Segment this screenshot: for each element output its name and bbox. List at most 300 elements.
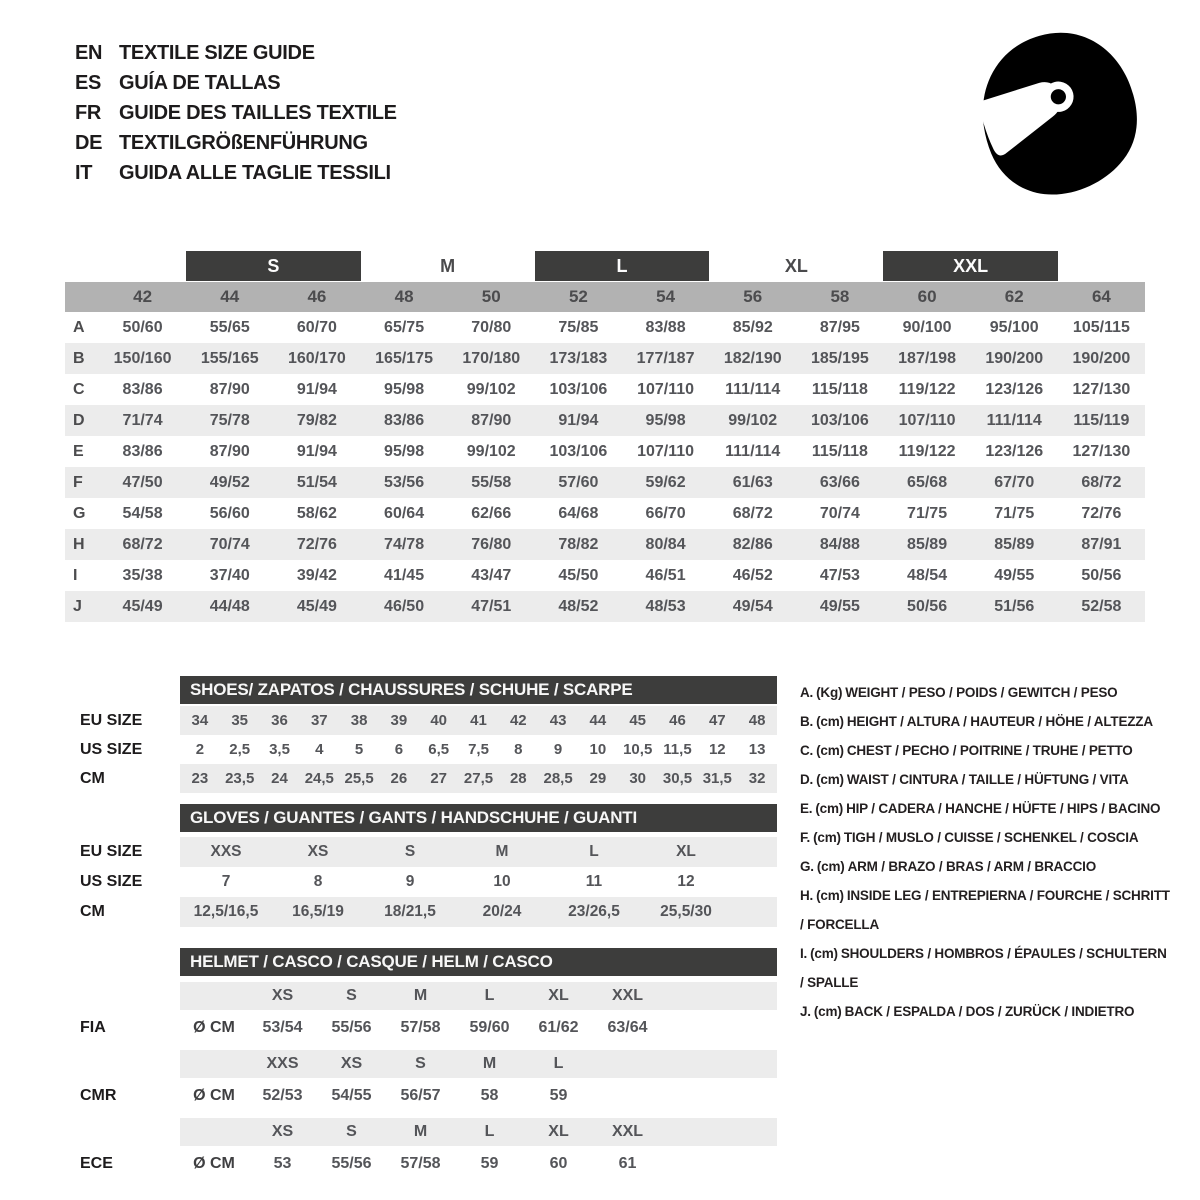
legend-text: HIP / CADERA / HANCHE / HÜFTE / HIPS / BACINO <box>846 801 1161 816</box>
shoes-eu-value: 41 <box>470 712 487 729</box>
shoes-cm-value: 29 <box>589 770 607 787</box>
lang-code-it: IT <box>75 161 93 184</box>
numeric-size: 54 <box>656 287 676 306</box>
numeric-size: 50 <box>481 287 501 306</box>
size-cell: 45/50 <box>558 566 599 584</box>
ece-size-header-row <box>80 1118 777 1146</box>
size-cell: 46/50 <box>384 597 425 615</box>
size-cell: 55/58 <box>471 473 512 491</box>
size-cell: 127/130 <box>1072 380 1131 398</box>
size-cell: 51/54 <box>296 473 337 491</box>
shoes-us-row <box>80 735 777 764</box>
size-cell: 115/119 <box>1073 411 1130 429</box>
shoes-eu-value: 43 <box>549 712 567 729</box>
table-row-a <box>65 312 1145 343</box>
legend-key: H. <box>800 888 814 903</box>
shoes-us-value: 13 <box>748 741 766 758</box>
shoes-cm-value: 30,5 <box>662 770 693 787</box>
legend-unit: (cm) <box>813 1004 842 1019</box>
shoes-cm-label: CM <box>80 769 105 787</box>
shoes-us-value: 10,5 <box>623 741 653 758</box>
size-group-xl: XL <box>784 255 808 276</box>
size-cell: 80/84 <box>645 535 686 553</box>
legend-key: C. <box>800 743 814 758</box>
shoes-eu-value: 47 <box>708 712 726 729</box>
shoes-eu-row <box>80 706 777 735</box>
fia-value-row <box>80 1010 777 1046</box>
size-cell: 190/200 <box>985 349 1044 367</box>
cmr-value: 54/55 <box>331 1087 372 1104</box>
size-cell: 95/98 <box>384 442 425 460</box>
legend-key: D. <box>800 772 814 787</box>
legend-text: INSIDE LEG / ENTREPIERNA / FOURCHE / SCHRITT / FORCELLA <box>800 888 1170 932</box>
ece-size: XXL <box>611 1123 644 1140</box>
size-cell: 49/55 <box>994 566 1035 584</box>
shoes-title-row <box>80 676 777 704</box>
cmr-label: CMR <box>80 1087 117 1104</box>
size-group-header-row <box>65 250 1145 282</box>
legend-key: I. <box>800 946 808 961</box>
size-cell: 79/82 <box>296 411 337 429</box>
shoes-eu-label: EU SIZE <box>80 711 143 729</box>
size-cell: 68/72 <box>732 504 773 522</box>
gloves-eu-value: XXS <box>210 843 242 860</box>
row-letter: C <box>73 380 85 398</box>
gloves-cm-value: 12,5/16,5 <box>193 903 259 920</box>
size-cell: 90/100 <box>902 318 952 336</box>
size-cell: 119/122 <box>898 442 956 460</box>
size-cell: 150/160 <box>113 349 172 367</box>
gloves-cm-value: 16,5/19 <box>292 903 344 920</box>
size-cell: 50/56 <box>1081 566 1122 584</box>
shoes-eu-value: 42 <box>509 712 527 729</box>
gloves-us-row <box>80 867 777 897</box>
row-letter: E <box>73 442 84 460</box>
gloves-us-value: 8 <box>313 873 323 890</box>
legend-key: F. <box>800 830 811 845</box>
numeric-size: 46 <box>307 287 327 306</box>
title-text-en: TEXTILE SIZE GUIDE <box>119 41 315 64</box>
size-cell: 47/51 <box>471 597 512 615</box>
helmet-title-row <box>80 948 777 976</box>
size-cell: 49/54 <box>732 597 773 615</box>
shoes-us-value: 5 <box>354 741 364 758</box>
legend-unit: (cm) <box>810 946 838 961</box>
size-cell: 60/70 <box>296 318 337 336</box>
size-cell: 35/38 <box>122 566 163 584</box>
gloves-eu-value: XL <box>676 843 696 860</box>
legend-unit: (cm) <box>816 888 844 903</box>
shoes-eu-value: 44 <box>589 712 607 729</box>
size-cell: 165/175 <box>375 349 433 367</box>
numeric-size-header-row <box>65 282 1145 312</box>
size-cell: 85/89 <box>907 535 948 553</box>
size-cell: 71/74 <box>122 411 163 429</box>
size-cell: 177/187 <box>636 349 695 367</box>
legend-item-j <box>800 997 1172 1026</box>
size-cell: 37/40 <box>209 566 250 584</box>
gloves-eu-value: L <box>589 843 599 860</box>
size-cell: 115/118 <box>811 380 868 398</box>
size-cell: 70/74 <box>819 504 860 522</box>
legend-unit: (Kg) <box>816 685 843 700</box>
shoes-us-value: 2,5 <box>229 741 251 758</box>
ece-value: 55/56 <box>331 1155 372 1172</box>
size-cell: 111/114 <box>725 380 781 398</box>
fia-size-header-row <box>80 982 777 1010</box>
numeric-size: 44 <box>220 287 240 306</box>
size-cell: 78/82 <box>558 535 599 553</box>
title-it <box>75 158 397 188</box>
size-cell: 123/126 <box>985 442 1044 460</box>
ece-size: L <box>484 1123 495 1140</box>
shoes-us-value: 7,5 <box>468 741 489 758</box>
size-cell: 87/90 <box>471 411 512 429</box>
gloves-eu-row <box>80 837 777 867</box>
size-cell: 76/80 <box>471 535 512 553</box>
size-cell: 59/62 <box>645 473 686 491</box>
size-cell: 95/98 <box>645 411 686 429</box>
title-text-de: TEXTILGRÖßENFÜHRUNG <box>119 131 368 154</box>
size-cell: 65/75 <box>384 318 425 336</box>
legend-item-i <box>800 939 1172 997</box>
table-row-d <box>65 405 1145 436</box>
gloves-us-label: US SIZE <box>80 873 143 890</box>
language-title-list <box>75 38 397 188</box>
gloves-title-row <box>80 804 777 832</box>
cmr-value-row <box>80 1078 777 1114</box>
size-cell: 47/50 <box>122 473 163 491</box>
ece-size: M <box>413 1123 428 1140</box>
size-cell: 123/126 <box>985 380 1044 398</box>
ece-value: 59 <box>480 1155 499 1172</box>
shoes-cm-value: 28,5 <box>543 770 573 787</box>
gloves-us-value: 10 <box>493 873 511 890</box>
row-letter: B <box>73 349 85 367</box>
row-letter: J <box>73 597 82 615</box>
size-group-l: L <box>535 251 709 281</box>
measurement-legend <box>800 678 1172 1026</box>
size-cell: 170/180 <box>462 349 521 367</box>
ece-value-row <box>80 1146 777 1182</box>
fia-value: 59/60 <box>469 1019 510 1036</box>
size-cell: 190/200 <box>1072 349 1131 367</box>
title-text-it: GUIDA ALLE TAGLIE TESSILI <box>119 161 391 184</box>
shoes-cm-value: 24 <box>271 770 288 787</box>
shoes-eu-value: 40 <box>430 712 448 729</box>
gloves-cm-value: 25,5/30 <box>660 903 712 920</box>
lang-code-en: EN <box>75 41 103 64</box>
legend-text: BACK / ESPALDA / DOS / ZURÜCK / INDIETRO <box>844 1004 1135 1019</box>
size-cell: 75/78 <box>209 411 250 429</box>
size-cell: 91/94 <box>296 442 337 460</box>
size-cell: 56/60 <box>209 504 250 522</box>
shoes-eu-value: 48 <box>748 712 766 729</box>
size-cell: 50/60 <box>122 318 163 336</box>
shoes-cm-value: 30 <box>629 770 647 787</box>
gloves-eu-label: EU SIZE <box>80 843 143 860</box>
shoes-cm-value: 32 <box>748 770 766 787</box>
shoes-eu-value: 35 <box>231 712 249 729</box>
numeric-size: 62 <box>1004 287 1024 306</box>
shoes-cm-value: 23 <box>191 770 209 787</box>
size-cell: 47/53 <box>819 566 860 584</box>
cmr-size: XXS <box>266 1055 299 1072</box>
size-cell: 53/56 <box>384 473 425 491</box>
numeric-size: 60 <box>917 287 937 306</box>
legend-text: ARM / BRAZO / BRAS / ARM / BRACCIO <box>847 859 1097 874</box>
shoes-eu-value: 37 <box>310 712 328 729</box>
cmr-size: S <box>415 1055 426 1072</box>
gloves-eu-value: M <box>495 843 509 860</box>
size-cell: 107/110 <box>637 380 695 398</box>
row-letter: G <box>73 504 86 522</box>
size-cell: 103/106 <box>549 442 608 460</box>
size-cell: 51/56 <box>994 597 1035 615</box>
shoes-us-value: 4 <box>315 741 324 758</box>
size-cell: 45/49 <box>296 597 337 615</box>
shoes-eu-value: 39 <box>390 712 408 729</box>
size-cell: 105/115 <box>1072 318 1130 336</box>
size-group-m: M <box>440 255 456 276</box>
gloves-cm-row <box>80 897 777 927</box>
fia-label: FIA <box>80 1019 106 1036</box>
legend-key: B. <box>800 714 814 729</box>
size-cell: 185/195 <box>810 349 869 367</box>
gloves-eu-value: XS <box>307 843 329 860</box>
cmr-value: 52/53 <box>262 1087 303 1104</box>
ece-size: XL <box>548 1123 569 1140</box>
shoes-us-value: 11,5 <box>663 741 692 758</box>
shoes-cm-value: 24,5 <box>304 770 334 787</box>
size-cell: 95/98 <box>384 380 425 398</box>
shoes-us-value: 6 <box>394 741 404 758</box>
size-cell: 46/52 <box>732 566 773 584</box>
shoes-eu-value: 36 <box>271 712 288 729</box>
shoes-us-value: 2 <box>195 741 205 758</box>
size-cell: 41/45 <box>384 566 425 584</box>
numeric-size: 64 <box>1091 287 1111 306</box>
row-letter: D <box>73 411 85 429</box>
size-cell: 45/49 <box>122 597 163 615</box>
size-cell: 115/118 <box>811 442 868 460</box>
size-cell: 44/48 <box>209 597 250 615</box>
legend-unit: (cm) <box>816 859 845 874</box>
size-cell: 182/190 <box>723 349 782 367</box>
legend-item-c <box>800 736 1172 765</box>
size-cell: 84/88 <box>819 535 860 553</box>
size-cell: 91/94 <box>558 411 599 429</box>
size-cell: 66/70 <box>645 504 686 522</box>
size-cell: 39/42 <box>296 566 337 584</box>
fia-size: XL <box>548 987 569 1004</box>
size-cell: 50/56 <box>907 597 948 615</box>
legend-key: J. <box>800 1004 811 1019</box>
size-cell: 87/95 <box>819 318 860 336</box>
size-cell: 111/114 <box>986 411 1042 429</box>
legend-key: G. <box>800 859 814 874</box>
size-cell: 85/89 <box>994 535 1035 553</box>
size-cell: 48/52 <box>558 597 599 615</box>
size-cell: 49/52 <box>209 473 250 491</box>
size-cell: 71/75 <box>907 504 948 522</box>
cmr-value: 59 <box>549 1087 568 1104</box>
size-cell: 49/55 <box>819 597 860 615</box>
size-cell: 48/54 <box>907 566 948 584</box>
size-cell: 57/60 <box>558 473 599 491</box>
numeric-size: 42 <box>133 287 153 306</box>
size-cell: 85/92 <box>732 318 773 336</box>
ece-size: S <box>346 1123 357 1140</box>
legend-unit: (cm) <box>816 714 844 729</box>
size-cell: 55/65 <box>209 318 250 336</box>
size-cell: 127/130 <box>1072 442 1131 460</box>
helmet-icon <box>962 22 1157 212</box>
numeric-size: 58 <box>830 287 850 306</box>
size-cell: 54/58 <box>122 504 163 522</box>
gloves-us-value: 7 <box>221 873 231 890</box>
size-cell: 160/170 <box>287 349 346 367</box>
lang-code-es: ES <box>75 71 102 94</box>
size-group-xxl: XXL <box>883 251 1057 281</box>
size-cell: 61/63 <box>732 473 773 491</box>
shoes-cm-row <box>80 764 777 793</box>
lang-code-fr: FR <box>75 101 102 124</box>
size-cell: 48/53 <box>645 597 686 615</box>
legend-text: WAIST / CINTURA / TAILLE / HÜFTUNG / VITA <box>846 772 1129 787</box>
fia-size: XXL <box>611 987 644 1004</box>
size-cell: 70/74 <box>209 535 250 553</box>
size-cell: 103/106 <box>810 411 869 429</box>
size-cell: 99/102 <box>466 442 516 460</box>
legend-key: A. <box>800 685 814 700</box>
cmr-size: L <box>553 1055 564 1072</box>
cmr-size: XS <box>340 1055 363 1072</box>
table-row-j <box>65 591 1145 622</box>
legend-item-b <box>800 707 1172 736</box>
size-cell: 43/47 <box>471 566 512 584</box>
legend-text: CHEST / PECHO / POITRINE / TRUHE / PETTO <box>846 743 1133 758</box>
gloves-title: GLOVES / GUANTES / GANTS / HANDSCHUHE / GUANTI <box>180 804 777 832</box>
table-row-h <box>65 529 1145 560</box>
size-cell: 70/80 <box>471 318 512 336</box>
shoes-cm-value: 23,5 <box>225 770 255 787</box>
legend-text: WEIGHT / PESO / POIDS / GEWITCH / PESO <box>845 685 1118 700</box>
legend-item-a <box>800 678 1172 707</box>
legend-key: E. <box>800 801 813 816</box>
size-cell: 103/106 <box>549 380 608 398</box>
size-cell: 107/110 <box>637 442 695 460</box>
legend-item-f <box>800 823 1172 852</box>
gloves-us-value: 12 <box>677 873 695 890</box>
size-cell: 83/86 <box>122 442 163 460</box>
shoes-us-value: 6,5 <box>428 741 450 758</box>
row-letter: F <box>73 473 83 491</box>
gloves-cm-label: CM <box>80 903 105 920</box>
cmr-value: 56/57 <box>400 1087 441 1104</box>
legend-text: TIGH / MUSLO / CUISSE / SCHENKEL / COSCIA <box>843 830 1139 845</box>
legend-item-d <box>800 765 1172 794</box>
table-row-i <box>65 560 1145 591</box>
title-text-fr: GUIDE DES TAILLES TEXTILE <box>119 101 397 124</box>
legend-unit: (cm) <box>813 830 841 845</box>
shoes-cm-value: 25,5 <box>344 770 374 787</box>
numeric-size: 48 <box>394 287 414 306</box>
title-en <box>75 38 397 68</box>
size-cell: 83/86 <box>384 411 425 429</box>
shoes-cm-value: 26 <box>390 770 408 787</box>
gloves-cm-value: 23/26,5 <box>568 903 620 920</box>
legend-text: HEIGHT / ALTURA / HAUTEUR / HÖHE / ALTEZZA <box>846 714 1153 729</box>
fia-size: L <box>484 987 495 1004</box>
size-cell: 99/102 <box>728 411 778 429</box>
size-cell: 64/68 <box>558 504 599 522</box>
fia-size: S <box>346 987 357 1004</box>
size-cell: 75/85 <box>558 318 599 336</box>
diameter-label: Ø CM <box>193 1087 235 1104</box>
ece-label: ECE <box>80 1155 113 1172</box>
shoes-cm-value: 27,5 <box>463 770 494 787</box>
size-cell: 67/70 <box>994 473 1035 491</box>
gloves-size-table <box>80 804 777 927</box>
size-cell: 99/102 <box>466 380 516 398</box>
size-cell: 107/110 <box>898 411 956 429</box>
size-cell: 111/114 <box>725 442 781 460</box>
size-cell: 62/66 <box>471 504 512 522</box>
size-cell: 71/75 <box>994 504 1035 522</box>
legend-text: SHOULDERS / HOMBROS / ÉPAULES / SCHULTERN / SPALLE <box>800 946 1167 990</box>
shoes-eu-value: 46 <box>669 712 686 729</box>
shoes-cm-value: 27 <box>430 770 448 787</box>
size-cell: 63/66 <box>819 473 860 491</box>
row-letter: H <box>73 535 85 553</box>
legend-item-e <box>800 794 1172 823</box>
shoes-eu-value: 38 <box>350 712 368 729</box>
gloves-us-value: 9 <box>405 873 415 890</box>
gloves-cm-value: 18/21,5 <box>384 903 436 920</box>
helmet-title: HELMET / CASCO / CASQUE / HELM / CASCO <box>180 948 777 976</box>
size-cell: 52/58 <box>1081 597 1122 615</box>
numeric-size: 52 <box>568 287 588 306</box>
table-row-c <box>65 374 1145 405</box>
table-row-b <box>65 343 1145 374</box>
numeric-size: 56 <box>743 287 763 306</box>
diameter-label: Ø CM <box>193 1155 235 1172</box>
size-cell: 74/78 <box>384 535 425 553</box>
fia-value: 63/64 <box>607 1019 648 1036</box>
size-cell: 65/68 <box>907 473 948 491</box>
shoes-us-value: 10 <box>589 741 607 758</box>
helmet-size-table <box>80 948 777 1182</box>
size-cell: 187/198 <box>898 349 956 367</box>
shoes-us-value: 8 <box>514 741 523 758</box>
title-fr <box>75 98 397 128</box>
table-row-e <box>65 436 1145 467</box>
size-cell: 83/86 <box>122 380 163 398</box>
cmr-size-header-row <box>80 1050 777 1078</box>
fia-value: 57/58 <box>400 1019 441 1036</box>
shoes-us-value: 12 <box>708 741 726 758</box>
shoes-eu-value: 34 <box>191 712 209 729</box>
size-cell: 155/165 <box>200 349 259 367</box>
title-es <box>75 68 397 98</box>
cmr-value: 58 <box>480 1087 499 1104</box>
row-letter: I <box>73 566 78 584</box>
title-de <box>75 128 397 158</box>
textile-size-table <box>65 250 1145 622</box>
size-cell: 87/91 <box>1081 535 1122 553</box>
table-row-g <box>65 498 1145 529</box>
